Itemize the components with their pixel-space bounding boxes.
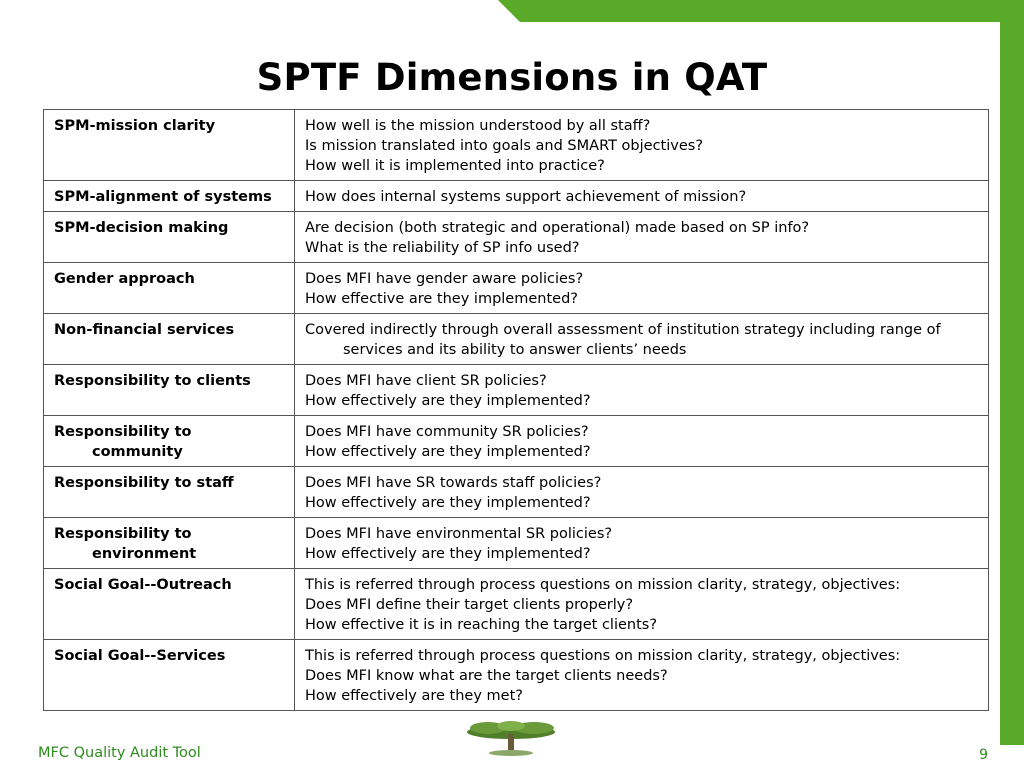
dimension-cell bbox=[44, 263, 295, 314]
dimension-cell bbox=[44, 212, 295, 263]
questions-cell bbox=[295, 569, 989, 640]
table-row bbox=[44, 518, 989, 569]
dimension-cell bbox=[44, 181, 295, 212]
dimension-cell bbox=[44, 314, 295, 365]
question-text: Is mission translated into goals and SMART objectives? bbox=[305, 138, 704, 154]
questions-cell bbox=[295, 365, 989, 416]
dimension-label: Responsibility to environment bbox=[54, 526, 197, 562]
table-row bbox=[44, 365, 989, 416]
table-body bbox=[44, 110, 989, 711]
tree-icon bbox=[458, 718, 564, 758]
questions-cell bbox=[295, 181, 989, 212]
dimension-label: Responsibility to staff bbox=[54, 475, 234, 491]
questions-cell bbox=[295, 263, 989, 314]
dimension-label: Social Goal--Outreach bbox=[54, 577, 232, 593]
question-text: How effectively are they met? bbox=[305, 688, 523, 704]
dimension-label: Social Goal--Services bbox=[54, 648, 226, 664]
questions-cell bbox=[295, 416, 989, 467]
dimension-label: SPM-decision making bbox=[54, 220, 229, 236]
question-text: How well is the mission understood by all staff? bbox=[305, 118, 651, 134]
dimension-cell bbox=[44, 365, 295, 416]
dimension-label: SPM-alignment of systems bbox=[54, 189, 272, 205]
questions-cell bbox=[295, 518, 989, 569]
question-text: Does MFI have community SR policies? bbox=[305, 424, 589, 440]
question-text: How does internal systems support achievement of mission? bbox=[305, 189, 747, 205]
footer-title: MFC Quality Audit Tool bbox=[38, 745, 201, 761]
question-text: This is referred through process questions on mission clarity, strategy, objectives: bbox=[305, 648, 901, 664]
dimension-label: Gender approach bbox=[54, 271, 195, 287]
question-text: How effective it is in reaching the target clients? bbox=[305, 617, 658, 633]
questions-cell bbox=[295, 110, 989, 181]
question-text: Are decision (both strategic and operational) made based on SP info? bbox=[305, 220, 810, 236]
questions-cell bbox=[295, 640, 989, 711]
table-row bbox=[44, 314, 989, 365]
dimension-cell bbox=[44, 416, 295, 467]
question-text: This is referred through process questions on mission clarity, strategy, objectives: bbox=[305, 577, 901, 593]
page-number: 9 bbox=[979, 747, 988, 763]
dimension-label: Responsibility to community bbox=[54, 424, 192, 460]
table-row bbox=[44, 569, 989, 640]
question-text: How well it is implemented into practice? bbox=[305, 158, 605, 174]
table-row bbox=[44, 416, 989, 467]
dimension-label: Non-financial services bbox=[54, 322, 235, 338]
table-row bbox=[44, 181, 989, 212]
question-text: How effective are they implemented? bbox=[305, 291, 578, 307]
dimensions-table bbox=[43, 109, 989, 711]
question-text: Does MFI define their target clients properly? bbox=[305, 597, 634, 613]
question-text: How effectively are they implemented? bbox=[305, 546, 591, 562]
question-text: Does MFI have environmental SR policies? bbox=[305, 526, 613, 542]
question-text: Does MFI know what are the target clients needs? bbox=[305, 668, 668, 684]
dimension-label: Responsibility to clients bbox=[54, 373, 251, 389]
table-row bbox=[44, 110, 989, 181]
table-row bbox=[44, 640, 989, 711]
dimension-label: SPM-mission clarity bbox=[54, 118, 216, 134]
question-text: How effectively are they implemented? bbox=[305, 444, 591, 460]
questions-cell bbox=[295, 212, 989, 263]
dimension-cell bbox=[44, 467, 295, 518]
question-text: Does MFI have gender aware policies? bbox=[305, 271, 584, 287]
question-text: Does MFI have SR towards staff policies? bbox=[305, 475, 602, 491]
question-text: How effectively are they implemented? bbox=[305, 393, 591, 409]
question-text: How effectively are they implemented? bbox=[305, 495, 591, 511]
question-text: What is the reliability of SP info used? bbox=[305, 240, 580, 256]
dimension-cell bbox=[44, 110, 295, 181]
question-text: Does MFI have client SR policies? bbox=[305, 373, 547, 389]
question-text: Covered indirectly through overall assessment of institution strategy including range of services and its ability to answer clients’ needs bbox=[305, 322, 941, 358]
table-row bbox=[44, 212, 989, 263]
slide-title: SPTF Dimensions in QAT bbox=[256, 56, 768, 99]
dimension-cell bbox=[44, 640, 295, 711]
table-row bbox=[44, 263, 989, 314]
dimension-cell bbox=[44, 569, 295, 640]
questions-cell bbox=[295, 467, 989, 518]
questions-cell bbox=[295, 314, 989, 365]
table-row bbox=[44, 467, 989, 518]
dimension-cell bbox=[44, 518, 295, 569]
